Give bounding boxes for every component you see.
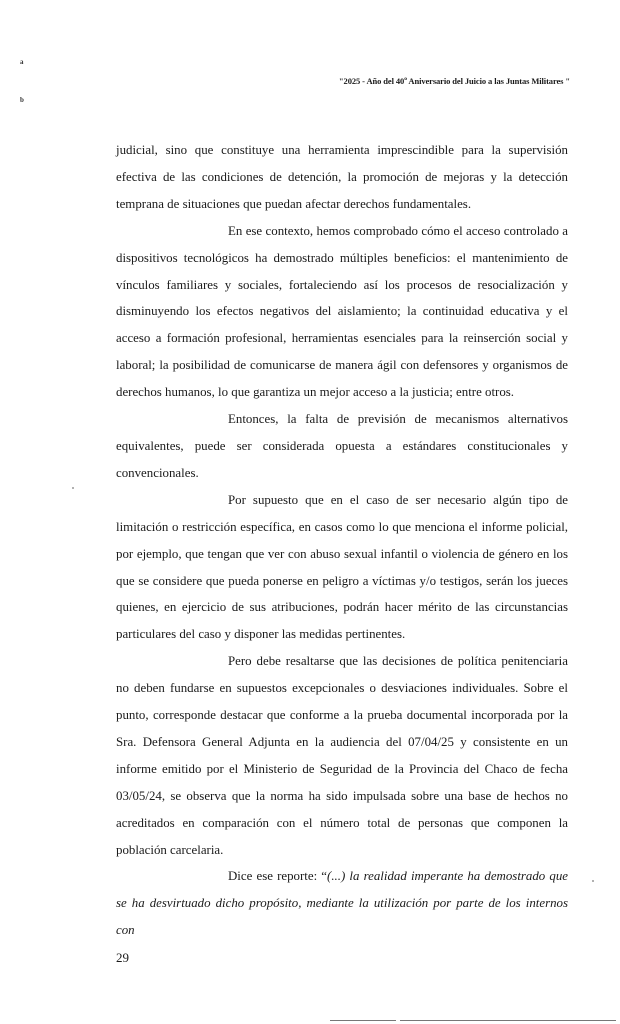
paragraph-continuation: judicial, sino que constituye una herramienta imprescindible para la supervisión efectiva de las condiciones de detención, la promoción de mejoras y la detección temprana de situaciones que puedan afectar derechos fundamentales. (116, 143, 568, 211)
quote-lead: Dice ese reporte: “ (228, 869, 328, 884)
paragraph-entonces: Entonces, la falta de previsión de mecanismos alternativos equivalentes, puede ser considerada opuesta a estándares constitucionales y convencionales. (116, 412, 568, 480)
paragraph-context: En ese contexto, hemos comprobado cómo el acceso controlado a dispositivos tecnológicos ha demostrado múltiples beneficios: el mantenimiento de vínculos familiares y sociales, fortaleciendo así los procesos de resocialización y disminuyendo los efectos negativos del aislamiento; la continuidad educativa y el acceso a formación profesional, herramientas esenciales para la reinserción social y laboral; la posibilidad de comunicarse de manera ágil con defensores y organismos de derechos humanos, lo que garantiza un mejor acceso a la justicia; entre otros. (116, 223, 568, 400)
paragraph-pero: Pero debe resaltarse que las decisiones de política penitenciaria no deben fundarse en supuestos excepcionales o desviaciones individuales. Sobre el punto, corresponde destacar que conforme a la prueba documental incorporada por la Sra. Defensora General Adjunta en la audiencia del 07/04/25 y consistente en un informe emitido por el Ministerio de Seguridad de la Provincia del Chaco de fecha 03/05/24, se observa que la norma ha sido impulsada sobre una base de hechos no acreditados en comparación con el número total de personas que componen la población carcelaria. (116, 654, 568, 857)
quote-text: (...) la realidad imperante ha demostrado que se ha desvirtuado dicho propósito, mediante la utilización por parte de los internos con (116, 869, 569, 938)
page-header (339, 76, 570, 86)
page-number: 29 (116, 950, 129, 965)
paragraph-dice-ese-reporte (116, 863, 568, 944)
scan-speck (72, 487, 74, 489)
body-text (116, 137, 568, 944)
scan-speck (592, 880, 594, 882)
footer-rule-left (330, 1020, 396, 1021)
header-superscript: o (404, 76, 407, 83)
header-text-start: "2025 - Año del 40 (338, 76, 405, 86)
footer-rule-right (400, 1020, 616, 1021)
header-text-end: Aniversario del Juicio a las Juntas Militares " (406, 76, 570, 86)
margin-mark-bottom: b (20, 96, 24, 104)
paragraph-por-supuesto: Por supuesto que en el caso de ser necesario algún tipo de limitación o restricción específica, en casos como lo que menciona el informe policial, por ejemplo, que tengan que ver con abuso sexual infantil o violencia de género en los que se considere que pueda ponerse en peligro a víctimas y/o testigos, serán los jueces quienes, en ejercicio de sus atribuciones, podrán hacer mérito de las circunstancias particulares del caso y disponer las medidas pertinentes. (116, 492, 568, 642)
margin-mark-top: a (20, 58, 24, 66)
